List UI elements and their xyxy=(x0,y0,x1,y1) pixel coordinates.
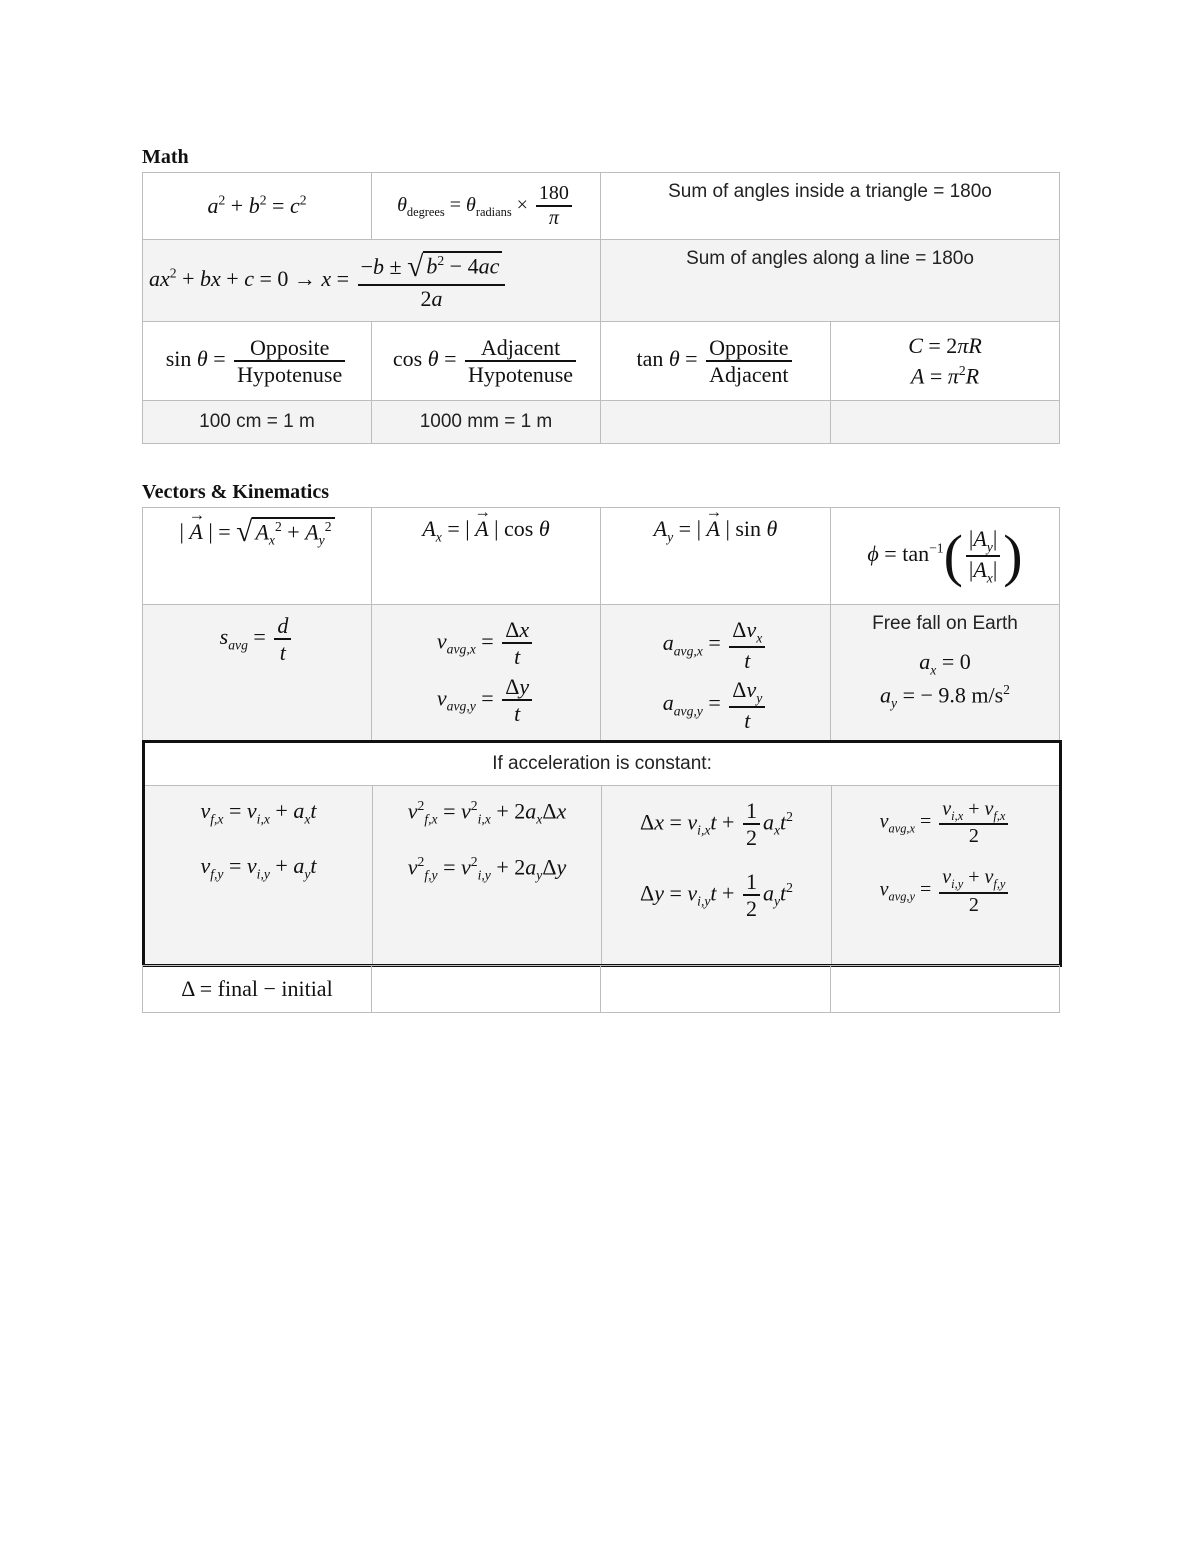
free-fall-cell: Free fall on Earth $a_x = 0$ $a_y$ = − 9.8 $m/s^2$ xyxy=(831,605,1060,741)
vector-magnitude-formula: | → A | = √ $A_x^2 + A_y^2$ xyxy=(143,508,372,605)
average-speed-formula: $s_{avg}$ = $\frac{d}{t}$ xyxy=(143,605,372,741)
degree-conversion-formula: $\theta_{degrees} = \theta_{radians}$ × $\frac{180}{\pi}$ xyxy=(372,173,601,240)
adjacent-label: Adjacent xyxy=(709,362,789,387)
opposite-label: Opposite xyxy=(706,335,791,362)
adjacent-label: Adjacent xyxy=(465,335,576,362)
cm-conversion: 100 cm = 1 m xyxy=(143,401,372,444)
opposite-label: Opposite xyxy=(234,335,345,362)
vector-angle-formula: $\phi = \tan^{-1}$( $\frac{|A_y|}{|A_x|}$ ) xyxy=(831,508,1060,605)
x-component-formula: $A_x$ = | → A | cos θ xyxy=(372,508,601,605)
kinematics-heading: Vectors & Kinematics xyxy=(142,481,329,503)
math-heading: Math xyxy=(142,146,189,168)
final-velocity-formulas: $v_{f,x} = v_{i,x} + a_xt$ $v_{f,y} = v_{i,y} + a_yt$ xyxy=(144,786,373,966)
line-angles-text: Sum of angles along a line = 180o xyxy=(601,240,1060,322)
kinematics-table xyxy=(142,507,1060,741)
displacement-formulas: $\Delta x = v_{i,x}t$ + $\frac{1}{2}$ $a_xt^2$ $\Delta y = v_{i,y}t$ + $\frac{1}{2}$ $a_yt^2$ xyxy=(602,786,832,966)
quadratic-formula: $ax^2$ + bx + c = 0 → x = $\frac{-b \pm √ b^2 - 4ac}{2a}$ xyxy=(143,240,601,322)
pythagorean-formula: $a^2 + b^2 = c^2$ xyxy=(143,173,372,240)
circle-formulas: C = 2πR $A = \pi^2R$ xyxy=(831,322,1060,401)
y-component-formula: $A_y$ = | → A | sin θ xyxy=(601,508,831,605)
empty-cell xyxy=(601,966,831,1013)
hypotenuse-label: Hypotenuse xyxy=(467,362,574,387)
velocity-squared-formulas: $v^2_{f,x} = v^2_{i,x} + 2a_x\Delta x$ $v^2_{f,y} = v^2_{i,y} + 2a_y\Delta y$ xyxy=(373,786,602,966)
empty-cell xyxy=(372,966,601,1013)
delta-definition-table xyxy=(142,965,1060,1013)
free-fall-title: Free fall on Earth xyxy=(872,613,1018,634)
constant-acceleration-table xyxy=(142,740,1062,967)
empty-cell xyxy=(601,401,831,444)
constant-acceleration-title: If acceleration is constant: xyxy=(144,742,1061,786)
math-table xyxy=(142,172,1060,444)
triangle-angles-text: Sum of angles inside a triangle = 180o xyxy=(601,173,1060,240)
hypotenuse-label: Hypotenuse xyxy=(237,362,343,387)
tangent-formula: tan θ = $\frac{\text{Opposite}}{\text{Adjacent}}$ xyxy=(601,322,831,401)
cosine-formula: cos θ = $\frac{\text{Adjacent}}{\text{Hypotenuse}}$ xyxy=(372,322,601,401)
empty-cell xyxy=(831,966,1060,1013)
average-velocity-constant-formulas: $v_{avg,x}$ = $\frac{v_{i,x} + v_{f,x}}{2}$ $v_{avg,y}$ = $\frac{v_{i,y} + v_{f,y}}{2}$ xyxy=(832,786,1061,966)
average-acceleration-formulas: $a_{avg,x}$ = $\frac{\Delta v_x}{t}$ $a_{avg,y}$ = $\frac{\Delta v_y}{t}$ xyxy=(601,605,831,741)
mm-conversion: 1000 mm = 1 m xyxy=(372,401,601,444)
sine-formula: sin θ = $\frac{\text{Opposite}}{\text{Hypotenuse}}$ xyxy=(143,322,372,401)
empty-cell xyxy=(831,401,1060,444)
average-velocity-formulas: $v_{avg,x}$ = $\frac{\Delta x}{t}$ $v_{avg,y}$ = $\frac{\Delta y}{t}$ xyxy=(372,605,601,741)
delta-definition: Δ = final − initial xyxy=(143,966,372,1013)
